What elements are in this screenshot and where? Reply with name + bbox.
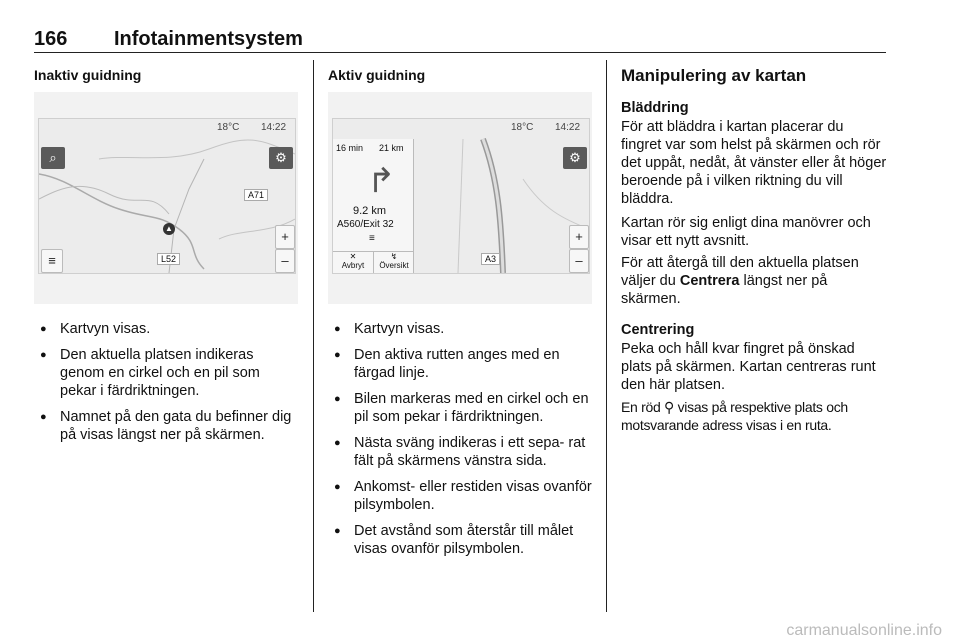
plus-icon: + [575, 229, 583, 244]
gear-icon: ⚙ [569, 150, 581, 165]
menu-button[interactable] [41, 249, 63, 273]
list-item: ● Det avstånd som återstår till målet visas ovanför pilsymbolen. [328, 522, 596, 558]
map-screen [38, 118, 296, 274]
scroll-heading: Bläddring [621, 100, 689, 116]
location-pin-icon: ⚲ [664, 399, 675, 415]
temperature: 18°C [511, 122, 534, 133]
page-header [34, 28, 886, 53]
center-paragraph [621, 398, 887, 434]
minus-icon: – [281, 253, 289, 268]
list-item: ● Bilen markeras med en cirkel och en pil som pekar i färdriktningen. [328, 390, 596, 426]
list-item: ● Den aktiva rutten anges med en färgad linje. [328, 346, 596, 382]
search-icon: ⌕ [49, 150, 57, 165]
watermark: carmanualsonline.info [786, 622, 942, 639]
cancel-label: Avbryt [341, 261, 365, 270]
total-distance: 21 km [379, 143, 404, 153]
menu-icon: ≡ [48, 253, 56, 268]
status-bar [333, 119, 589, 137]
list-item: ● Kartvyn visas. [34, 320, 300, 338]
scroll-paragraph: För att bläddra i kartan placerar du fingret var som helst på skärmen och rör det uppåt, nedåt, åt vänster eller åt höger beroende på i vilken riktning du vill bläddra. [621, 119, 887, 207]
road-badge: A71 [244, 189, 268, 201]
settings-button[interactable] [269, 147, 293, 169]
car-position-icon: ▲ [163, 223, 175, 235]
zoom-out-button[interactable] [275, 249, 295, 273]
active-guidance-list [328, 320, 596, 566]
section-title: Manipulering av kartan [621, 66, 807, 85]
inactive-guidance-list [34, 320, 300, 452]
map-screen [332, 118, 590, 274]
exit-name: A560/Exit 32 [337, 219, 394, 230]
clock: 14:22 [555, 122, 581, 133]
list-item: ● Namnet på den gata du befinner dig på visas längst ner på skärmen. [34, 408, 300, 444]
zoom-in-button[interactable] [275, 225, 295, 249]
gear-icon: ⚙ [275, 150, 287, 165]
list-item: ● Kartvyn visas. [328, 320, 596, 338]
center-heading: Centrering [621, 322, 695, 338]
page-number: 166 [34, 28, 68, 50]
scroll-paragraph [621, 254, 887, 308]
list-item: ● Den aktuella platsen indikeras genom en cirkel och en pil som pekar i färdriktningen. [34, 346, 300, 400]
cancel-button[interactable] [333, 251, 373, 274]
status-bar [39, 119, 295, 137]
active-guidance-screenshot [328, 92, 592, 304]
list-item: ● Nästa sväng indikeras i ett sepa- rat fält på skärmens vänstra sida. [328, 434, 596, 470]
zoom-in-button[interactable] [569, 225, 589, 249]
text-span: En röd [621, 399, 665, 415]
overview-label: Översikt [379, 261, 409, 270]
center-paragraph: Peka och håll kvar fingret på önskad plats på skärmen. Kartan centreras runt den här platsen. [621, 341, 876, 393]
settings-button[interactable] [563, 147, 587, 169]
temperature: 18°C [217, 122, 240, 133]
clock: 14:22 [261, 122, 287, 133]
inactive-guidance-title: Inaktiv guidning [34, 67, 142, 83]
next-distance: 9.2 km [353, 205, 387, 217]
center-term: Centrera [679, 273, 740, 289]
chapter-title: Infotainmentsystem [114, 28, 303, 50]
inactive-guidance-screenshot [34, 92, 298, 304]
text-span: För att återgå till den aktuella platsen väljer du [621, 255, 859, 289]
text-span: längst ner på skärmen. [621, 273, 828, 307]
search-button[interactable] [41, 147, 65, 169]
eta: 16 min [336, 143, 364, 153]
list-item: ● Ankomst- eller restiden visas ovanför pilsymbolen. [328, 478, 596, 514]
overview-button[interactable] [373, 251, 414, 274]
text-span: visas på respektive plats och motsvarande adress visas i en ruta. [621, 399, 848, 433]
minus-icon: – [575, 253, 583, 268]
column-divider [606, 60, 607, 612]
plus-icon: + [281, 229, 289, 244]
road-name: A3 [481, 253, 500, 265]
close-icon: ✕ [349, 252, 357, 261]
scroll-paragraph: Kartan rör sig enligt dina manövrer och visar ett nytt avsnitt. [621, 215, 871, 249]
next-turn-panel [333, 139, 414, 273]
street-name: L52 [157, 253, 180, 265]
list-icon: ≡ [369, 233, 375, 244]
turn-arrow-icon: ↱ [367, 162, 396, 200]
active-guidance-title: Aktiv guidning [328, 67, 426, 83]
column-divider [313, 60, 314, 612]
zoom-out-button[interactable] [569, 249, 589, 273]
route-icon: ↯ [390, 252, 398, 261]
